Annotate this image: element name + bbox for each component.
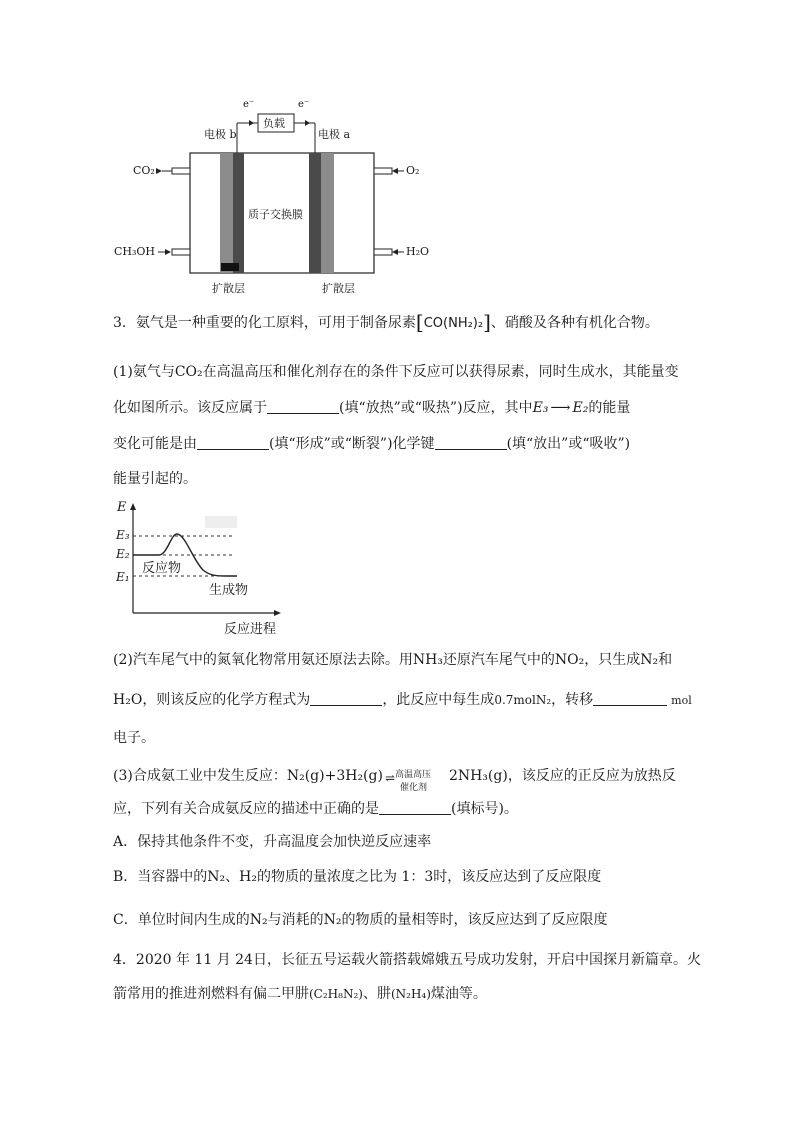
ch3oh-pipe [172,249,190,255]
load-label: 负载 [263,117,285,130]
q3-part2-line1: (2)汽车尾气中的氮氧化物常用氨还原法去除。用NH₃还原汽车尾气中的NO₂，只生成N₂和 [113,652,673,668]
condition-high-temp-pressure: 高温高压 [394,770,431,780]
x-axis-arrow [274,610,281,616]
y-axis-label: E [117,500,127,515]
q4-line2: 箭常用的推进剂燃料有偏二甲肼(C₂H₈N₂)、肼(N₂H₄)煤油等。 [113,986,487,1002]
electron-label-right: e⁻ [298,99,310,110]
diffusion-layer-right-label: 扩散层 [322,282,355,295]
diffusion-layer-left-label: 扩散层 [212,282,245,295]
co2-pipe [172,168,190,174]
co2-out-arrow [156,168,162,174]
o2-label: O₂ [406,164,420,177]
q3-part1-line1: (1)氨气与CO₂在高温高压和催化剂存在的条件下反应可以获得尿素，同时生成水，其能量变 [113,364,679,380]
condition-catalyst: 催化剂 [399,783,427,793]
y-axis-arrow [130,503,136,510]
electrode-a-plate [309,153,321,273]
urea-formula: CO(NH₂)₂ [423,316,484,331]
diffusion-layer-left [220,153,233,273]
ch3oh-label: CH₃OH [114,245,156,258]
o2-pipe [374,168,392,174]
option-a: A．保持其他条件不变，升高温度会加快逆反应速率 [113,834,432,850]
option-b: B．当容器中的N₂、H₂的物质的量浓度之比为 1：3时，该反应达到了反应限度 [113,869,602,885]
answer-blank-exo-endo[interactable] [267,399,339,414]
electrode-b-label: 电极 b [204,128,237,141]
e3-symbol: E₃ [532,400,549,416]
e1-label: E₁ [116,570,130,584]
h2o-label: H₂O [406,245,430,258]
co2-label: CO₂ [133,164,155,177]
answer-blank-release-absorb[interactable] [435,435,507,450]
equation-conditions [383,766,449,793]
q3-part1-line4: 能量引起的。 [113,471,197,487]
answer-blank-form-break[interactable] [197,435,269,450]
n2-amount: 0.7molN₂ [494,693,552,707]
e3-label: E₃ [116,528,130,542]
q3-intro: 3．氨气是一种重要的化工原料，可用于制备尿素[CO(NH₂)₂]、硝酸及各种有机化合物。 [113,310,659,334]
energy-diagram [113,500,293,640]
q3-intro-tail: 、硝酸及各种有机化合物。 [490,315,659,331]
product-label: 生成物 [209,583,249,598]
no2-formula: NO₂ [554,652,585,668]
hydrazine-formula: (N₂H₄) [390,987,431,1001]
scan-smudge [205,516,237,528]
udmh-formula: (C₂H₈N₂) [309,987,363,1001]
layer-marker [221,263,239,271]
membrane-label: 质子交换膜 [248,208,303,221]
answer-blank-choice[interactable] [379,800,451,815]
h2o-formula: H₂O [113,692,143,708]
reversible-arrow: ⇌ [384,771,395,785]
fuel-cell-diagram [100,96,440,296]
mol-unit: mol [671,694,692,707]
electron-label-left: e⁻ [243,99,255,110]
electrode-a-label: 电极 a [318,128,351,141]
q3-part1-line2: 化如图所示。该反应属于 (填“放热”或“吸热”)反应，其中E₃ ⟶ E₂的能量 [113,400,631,416]
q3-intro-text: 3．氨气是一种重要的化工原料，可用于制备尿素 [113,315,416,331]
x-axis-label: 反应进程 [224,622,277,637]
option-c: C．单位时间内生成的N₂与消耗的N₂的物质的量相等时，该反应达到了反应限度 [113,912,608,928]
answer-blank-electrons[interactable] [593,691,667,706]
q3-part2-line2: H₂O，则该反应的化学方程式为 ，此反应中每生成0.7molN₂，转移 mol [113,692,692,708]
q3-part3-line1: (3)合成氨工业中发生反应：N₂(g)+3H₂(g) 高温高压 ⇌ 催化剂 2NH₃(g)，该反应的正反应为放热反 [113,766,676,786]
e2-label: E₂ [116,547,130,561]
reactant-label: 反应物 [142,561,182,576]
answer-blank-equation[interactable] [310,691,382,706]
e2-symbol: E₂ [572,400,589,416]
electrode-b-plate [233,153,244,273]
q3-part2-line3: 电子。 [113,730,155,746]
q3-part1-line3: 变化可能是由 (填“形成”或“断裂”)化学键 (填“放出”或“吸收”) [113,436,631,452]
h2o-pipe [374,249,392,255]
equation-right: 2NH₃(g) [448,768,508,784]
n2-formula: N₂ [640,652,659,668]
co2-formula: CO₂ [174,364,203,380]
q4-line1: 4．2020 年 11 月 24日，长征五号运载火箭搭载嫦娥五号成功发射，开启中国探月新篇章。火 [113,952,701,968]
nh3-formula: NH₃ [412,652,443,668]
q3-part3-line2: 应，下列有关合成氨反应的描述中正确的是 (填标号)。 [113,801,518,817]
equation-left: N₂(g)+3H₂(g) [286,768,383,784]
diffusion-layer-right [321,153,334,273]
